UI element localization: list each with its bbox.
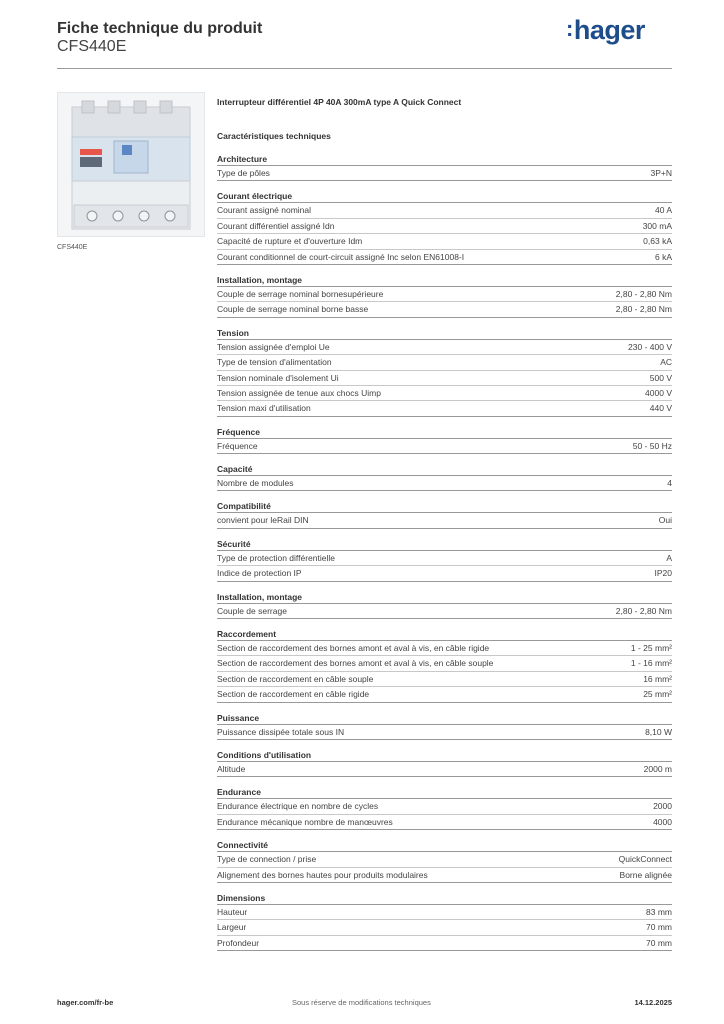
section-title: Installation, montage (217, 274, 672, 287)
spec-section (217, 463, 672, 491)
spec-value: 1 - 16 mm² (630, 658, 672, 669)
spec-section (217, 628, 672, 703)
spec-row (217, 656, 672, 671)
spec-label: Courant conditionnel de court-circuit assigné Inc selon EN61008-I (217, 251, 465, 262)
spec-value: 4000 V (645, 387, 672, 398)
section-title: Tension (217, 327, 672, 340)
section-title: Puissance (217, 712, 672, 725)
spec-section (217, 892, 672, 951)
spec-row (217, 234, 672, 249)
spec-label: Section de raccordement en câble rigide (217, 689, 370, 700)
spec-value: 70 mm (646, 922, 672, 933)
spec-content (217, 96, 672, 951)
spec-row (217, 355, 672, 370)
section-title: Installation, montage (217, 591, 672, 604)
spec-value: AC (660, 357, 672, 368)
spec-row (217, 386, 672, 401)
section-title: Fréquence (217, 426, 672, 439)
spec-value: 500 V (649, 372, 672, 383)
spec-row (217, 439, 672, 454)
spec-row (217, 513, 672, 528)
section-title: Compatibilité (217, 500, 672, 513)
section-title: Capacité (217, 463, 672, 476)
product-reference: CFS440E (57, 38, 127, 55)
spec-row (217, 166, 672, 181)
spec-row (217, 852, 672, 867)
spec-label: Courant différentiel assigné Idn (217, 220, 335, 231)
spec-value: 2,80 - 2,80 Nm (615, 288, 672, 299)
section-title: Courant électrique (217, 190, 672, 203)
image-caption: CFS440E (57, 244, 88, 251)
spec-section (217, 500, 672, 528)
spec-value: 40 A (654, 205, 672, 216)
spec-section (217, 591, 672, 619)
spec-value: 0,63 kA (643, 236, 672, 247)
spec-row (217, 687, 672, 702)
logo-text: hager (573, 15, 645, 45)
spec-label: Section de raccordement des bornes amont et aval à vis, en câble souple (217, 658, 494, 669)
spec-section (217, 274, 672, 318)
section-title: Architecture (217, 153, 672, 166)
section-title: Connectivité (217, 839, 672, 852)
spec-value: 50 - 50 Hz (632, 440, 672, 451)
spec-row (217, 936, 672, 951)
spec-value: 230 - 400 V (628, 341, 672, 352)
spec-label: Tension nominale d'isolement Ui (217, 372, 339, 383)
spec-value: A (666, 552, 672, 563)
spec-row (217, 604, 672, 619)
product-description: Interrupteur différentiel 4P 40A 300mA type A Quick Connect (217, 97, 462, 107)
spec-label: Courant assigné nominal (217, 205, 312, 216)
spec-value: 3P+N (650, 168, 672, 178)
spec-row (217, 401, 672, 416)
spec-row (217, 641, 672, 656)
spec-row (217, 250, 672, 265)
spec-row (217, 302, 672, 317)
spec-value: Borne alignée (619, 869, 672, 880)
section-title: Dimensions (217, 892, 672, 905)
spec-value: IP20 (654, 568, 672, 579)
spec-row (217, 672, 672, 687)
spec-value: 2,80 - 2,80 Nm (615, 605, 672, 616)
spec-row (217, 287, 672, 302)
spec-value: QuickConnect (618, 854, 672, 865)
spec-row (217, 868, 672, 883)
spec-value: 1 - 25 mm² (630, 643, 672, 654)
logo-dots-icon: : (566, 16, 573, 41)
page-title: Fiche technique du produit (57, 20, 263, 37)
specs-heading: Caractéristiques techniques (217, 131, 331, 141)
spec-label: Nombre de modules (217, 478, 294, 489)
spec-section (217, 426, 672, 454)
spec-label: Profondeur (217, 937, 260, 948)
spec-label: Alignement des bornes hautes pour produits modulaires (217, 869, 428, 880)
footer-website: hager.com/fr-be (57, 998, 114, 1007)
spec-row (217, 476, 672, 491)
spec-sections (217, 153, 672, 951)
spec-row (217, 905, 672, 920)
spec-label: Endurance mécanique nombre de manœuvres (217, 816, 393, 827)
spec-label: Type de connection / prise (217, 854, 317, 865)
spec-row (217, 340, 672, 355)
spec-value: 25 mm² (643, 689, 672, 700)
spec-label: Largeur (217, 922, 247, 933)
spec-value: 16 mm² (643, 673, 672, 684)
spec-label: Couple de serrage (217, 605, 287, 616)
section-title: Raccordement (217, 628, 672, 641)
spec-label: Type de protection différentielle (217, 552, 335, 563)
spec-value: 440 V (649, 403, 672, 414)
spec-label: Section de raccordement des bornes amont et aval à vis, en câble rigide (217, 643, 490, 654)
spec-value: 70 mm (646, 937, 672, 948)
spec-row (217, 815, 672, 830)
spec-section (217, 190, 672, 265)
spec-row (217, 762, 672, 777)
spec-label: Indice de protection IP (217, 568, 302, 579)
spec-row (217, 371, 672, 386)
spec-value: 300 mA (642, 220, 672, 231)
spec-value: 2000 m (643, 763, 672, 774)
spec-label: Tension assignée de tenue aux chocs Uimp (217, 387, 381, 398)
spec-label: Tension assignée d'emploi Ue (217, 341, 330, 352)
header-divider (57, 68, 672, 69)
spec-row (217, 799, 672, 814)
section-title: Sécurité (217, 538, 672, 551)
spec-value: 6 kA (654, 251, 672, 262)
spec-label: Puissance dissipée totale sous IN (217, 726, 345, 737)
spec-label: Type de tension d'alimentation (217, 357, 332, 368)
footer-notice: Sous réserve de modifications techniques (292, 998, 431, 1007)
spec-value: Oui (658, 515, 672, 526)
spec-value: 4000 (653, 816, 672, 827)
section-title: Endurance (217, 786, 672, 799)
section-title: Conditions d'utilisation (217, 749, 672, 762)
circuit-breaker-icon (58, 93, 204, 236)
spec-value: 83 mm (646, 906, 672, 917)
hager-logo (566, 15, 645, 46)
spec-label: Capacité de rupture et d'ouverture Idm (217, 236, 363, 247)
spec-label: Altitude (217, 763, 246, 774)
spec-row (217, 566, 672, 581)
spec-section (217, 839, 672, 883)
spec-row (217, 219, 672, 234)
spec-section (217, 538, 672, 582)
spec-value: 4 (667, 478, 672, 489)
spec-label: Section de raccordement en câble souple (217, 673, 374, 684)
spec-label: Couple de serrage nominal bornesupérieure (217, 288, 384, 299)
spec-label: Tension maxi d'utilisation (217, 403, 311, 414)
spec-value: 2000 (653, 801, 672, 812)
spec-label: Couple de serrage nominal borne basse (217, 304, 369, 315)
spec-row (217, 725, 672, 740)
spec-label: Hauteur (217, 906, 248, 917)
spec-section (217, 786, 672, 830)
spec-label: convient pour leRail DIN (217, 515, 309, 526)
spec-label: Fréquence (217, 440, 258, 451)
footer-date: 14.12.2025 (634, 998, 672, 1007)
spec-label: Endurance électrique en nombre de cycles (217, 801, 379, 812)
spec-row (217, 203, 672, 218)
spec-row (217, 920, 672, 935)
spec-label: Type de pôles (217, 168, 270, 178)
spec-value: 8,10 W (645, 726, 672, 737)
spec-section (217, 749, 672, 777)
product-image (57, 92, 205, 237)
spec-row (217, 551, 672, 566)
spec-section (217, 327, 672, 417)
spec-value: 2,80 - 2,80 Nm (615, 304, 672, 315)
spec-section (217, 712, 672, 740)
spec-section (217, 153, 672, 181)
